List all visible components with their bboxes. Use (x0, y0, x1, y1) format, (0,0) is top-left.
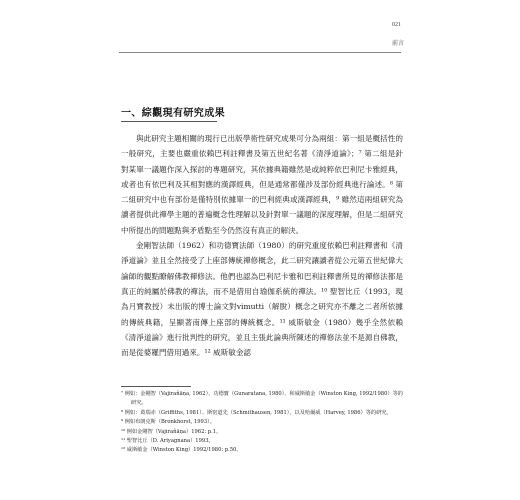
footnote-11: ¹¹ 聖智比丘（D. Ariyagnana）1993。 (121, 438, 214, 445)
footnote-10: ¹⁰ 例如金剛智（Vajirañāṇa）1962: p.1。 (121, 428, 222, 435)
footnote-7: ⁷ 例如：金剛智（Vajirañāṇa, 1962）、功德寶（Gunaratana, 1980）、和威斯敏金（Winston King, 1992/1980）等的研究。 (121, 391, 403, 407)
footnote-divider (121, 386, 191, 387)
page-number: 021 (392, 22, 401, 28)
footnote-12: ¹² 威斯敏金（Winston King）1992/1980: p.50。 (121, 447, 242, 454)
paragraph-2: 金剛智法師（1962）和功德寶法師（1980）的研究重度依賴巴利註釋書和《清淨道論》並且全然接受了上座部傳統禪修概念，此二研究讓讀者從公元第五世紀偉大論師的觀點瞭解佛教禪修法。他們也認為巴利尼卡雅和巴利註釋書所見的禪修法都是真正的純屬於佛教的禪法，而不是借用自瑜伽系統的禪法。¹⁰ 聖智比丘（1993，現為月寶教授）未出版的博士論文對vimutti（解脫）概念之研究亦不離之二者所依據的傳統典籍，呈顯著南傳上座部的傳統概念。¹¹ 威斯敏金（1980）幾乎全然依賴《清淨道論》進行批判性的研究，並且主張此論典所陳述的禪修法並不是源自佛教，而是從婆羅門借用過來。¹² 威斯敏金認 (121, 241, 403, 358)
section-title-underline (121, 121, 217, 122)
header-divider (119, 52, 401, 53)
running-title: 前言 (392, 40, 405, 47)
footnotes (121, 390, 403, 456)
paragraph-1: 與此研究主題相關的現行已出版學術性研究成果可分為兩組：第一組是概括性的一般研究，主要也嚴重依賴巴利註釋書及第五世紀名著《清淨道論》；⁷ 第二組是針對某單一議題作深入探討的專題研究，其依據典籍雖然是或純粹依巴利尼卡雅經典，或者也有依巴利及其相對應的漢譯經典，但是通常都僅涉及部份經典進行論述。⁸ 第二組研究中也有部份是僅特別依據單一的巴利經典或漢譯經典，⁹ 雖然這兩組研究為讀者提供此禪學主題的普遍概念性理解以及針對單一議題的深度理解，但是二組研究中所提出的問題點與矛盾點至今仍然沒有真正的解決。 (121, 134, 403, 235)
footnote-8: ⁸ 例如：葛瑞赤（Griffiths, 1981）、斯密道先（Schmithausen, 1981），以及哈爾威（Harvey, 1986）等的研究。 (121, 409, 392, 416)
section-title: 一、綜觀現有研究成果 (121, 108, 225, 119)
footnote-9: ⁹ 例如布朗克斯（Bronkhorst, 1993）。 (121, 419, 215, 426)
body-text (121, 131, 403, 360)
